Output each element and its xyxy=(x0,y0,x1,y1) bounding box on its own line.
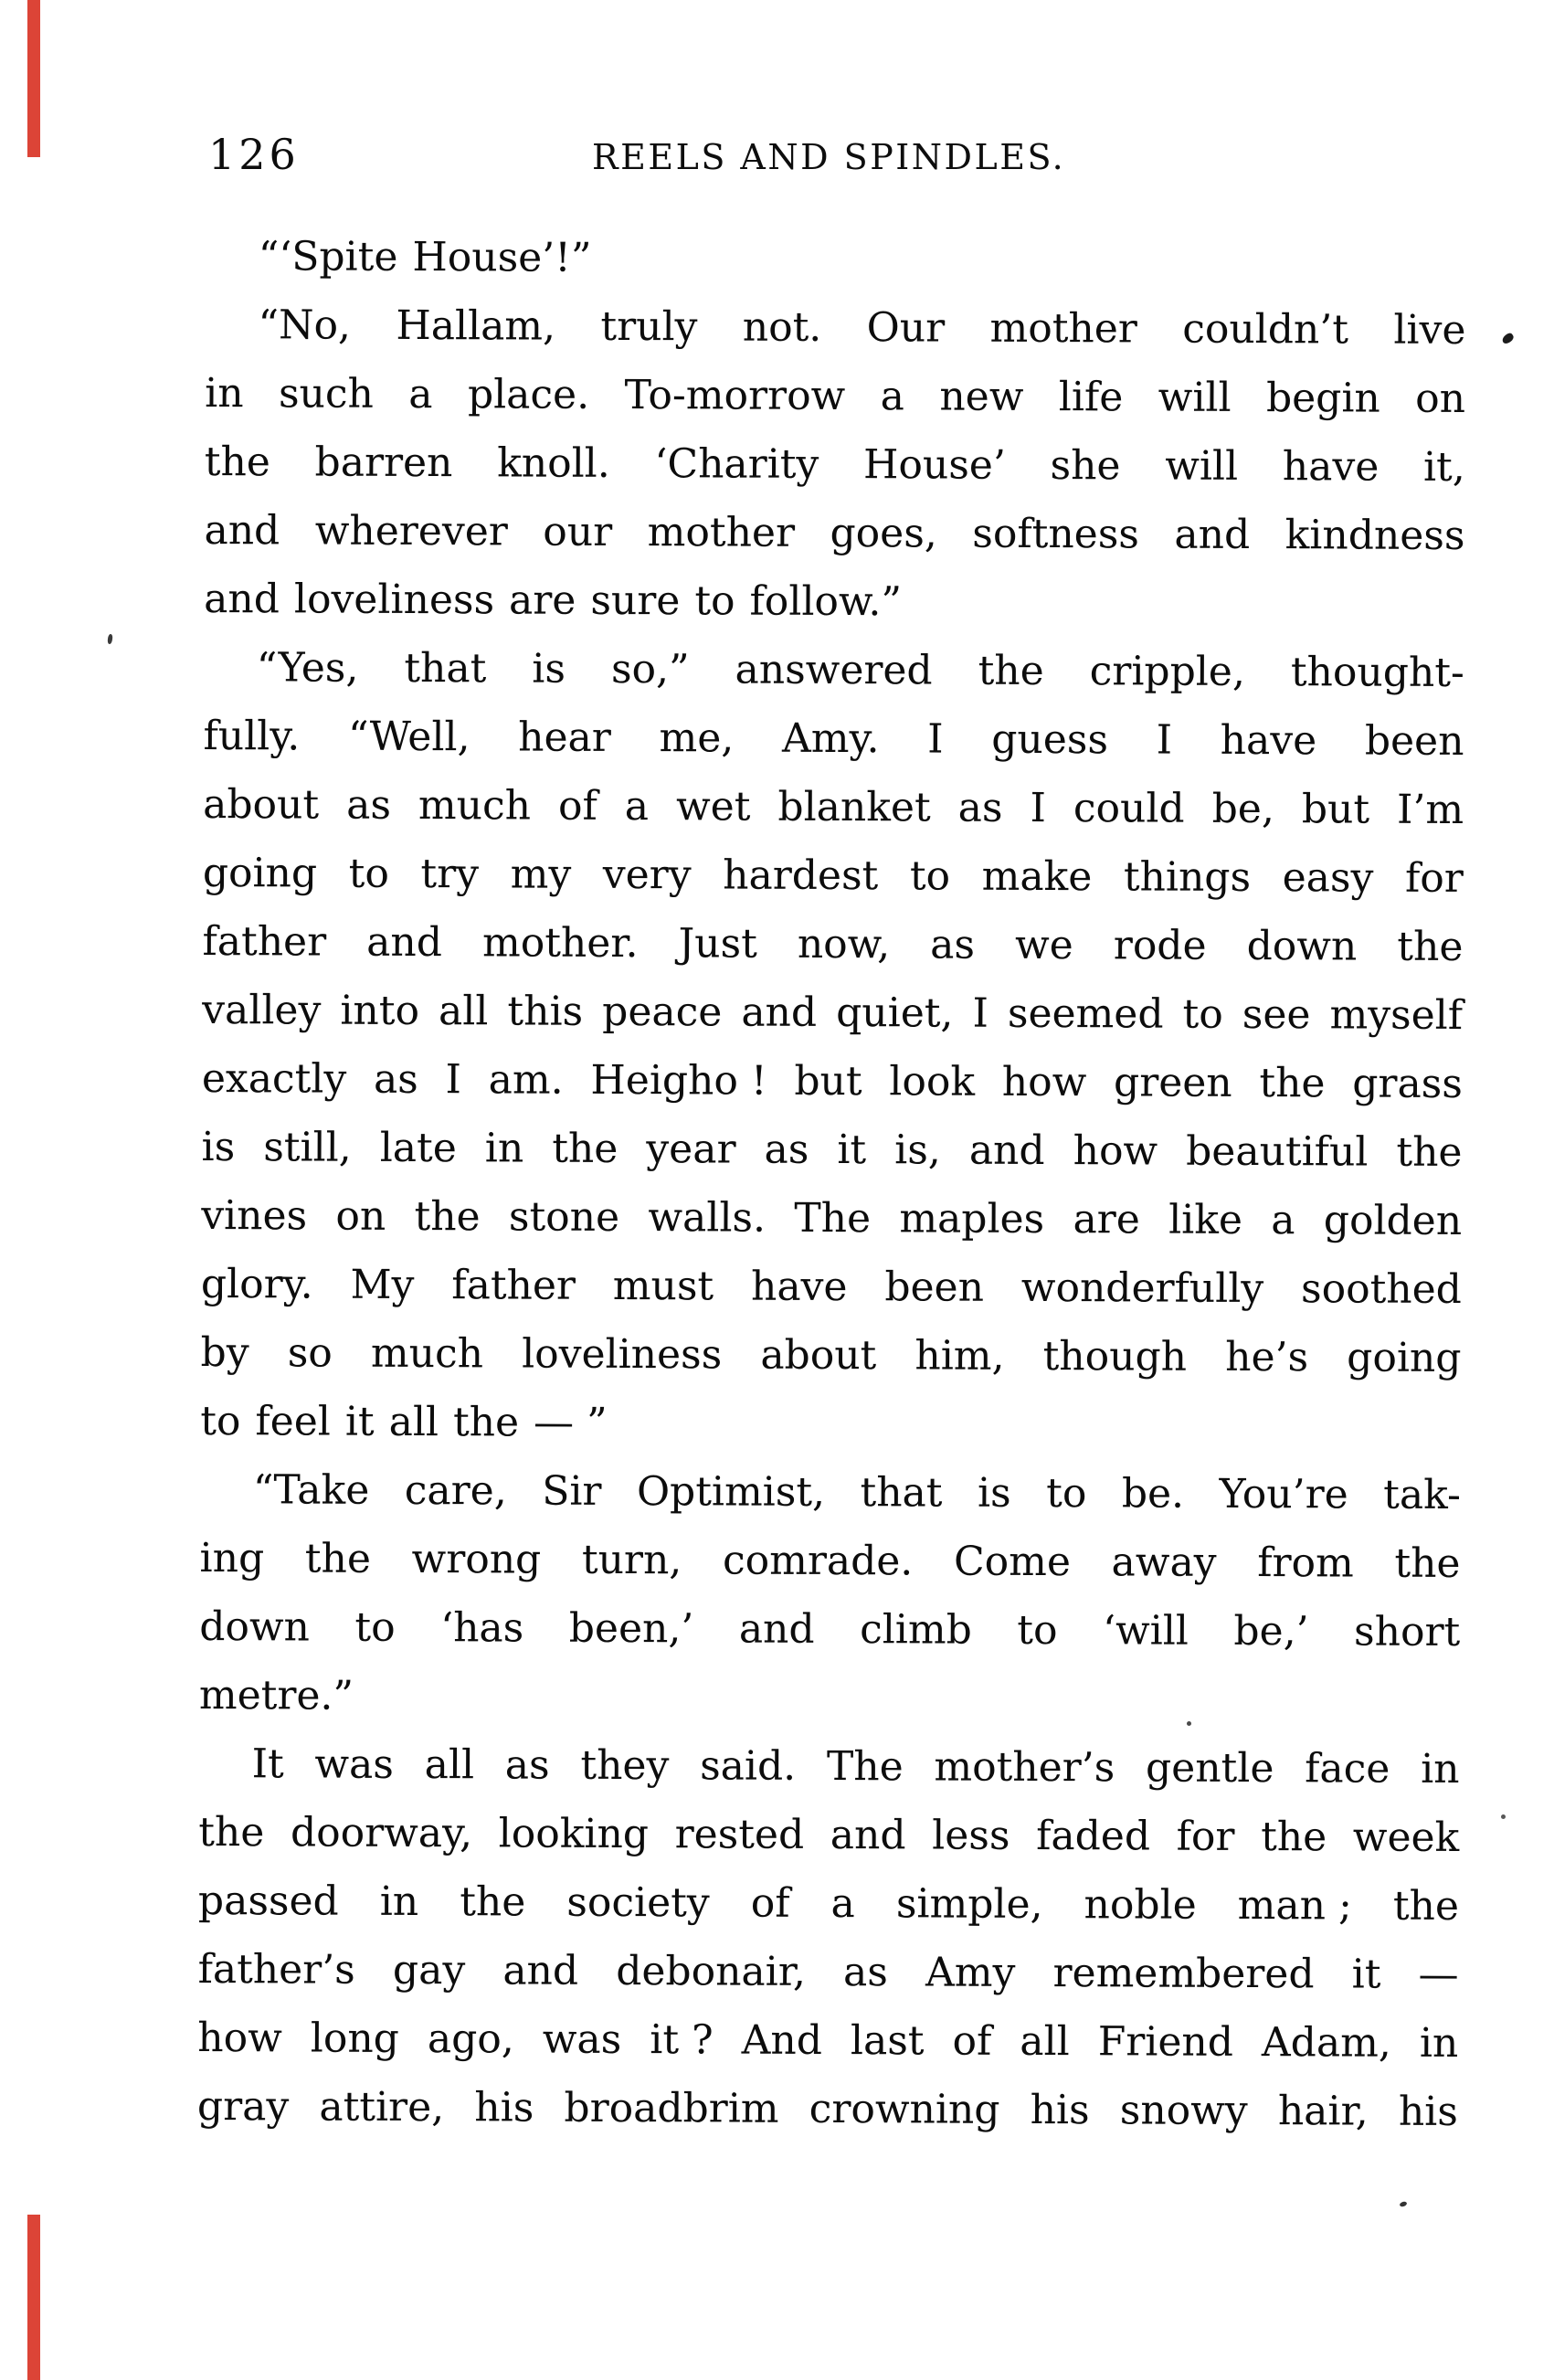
text-line xyxy=(201,1250,1462,1324)
word: was xyxy=(314,1740,395,1788)
text-line xyxy=(199,1592,1460,1666)
word: “Well, xyxy=(347,713,470,761)
word: how xyxy=(1001,1058,1087,1106)
word: in xyxy=(484,1125,524,1172)
word: gay xyxy=(392,1946,466,1994)
word: his xyxy=(474,2084,534,2131)
word: peace xyxy=(602,988,723,1036)
word: is xyxy=(532,645,566,693)
word: broadbrim xyxy=(564,2084,779,2132)
word: in xyxy=(1419,2019,1459,2068)
word: of xyxy=(952,2017,992,2065)
word: last xyxy=(850,2017,925,2065)
word: as xyxy=(373,1055,418,1104)
word: much xyxy=(370,1329,484,1378)
word: My xyxy=(350,1261,415,1309)
word: it, xyxy=(1422,443,1465,492)
word: mother xyxy=(647,509,796,556)
scan-speck-right-margin xyxy=(1501,1814,1506,1819)
word: it ? xyxy=(650,2016,714,2064)
word: are xyxy=(508,576,576,624)
word: To-morrow xyxy=(624,372,846,420)
word: that xyxy=(404,644,487,693)
word: seemed xyxy=(1007,989,1164,1038)
word: I xyxy=(972,989,989,1037)
word: wet xyxy=(675,783,751,830)
word: gentle xyxy=(1145,1744,1274,1793)
word: face xyxy=(1305,1745,1390,1793)
word: been xyxy=(884,1264,985,1311)
word: truly xyxy=(600,302,698,351)
word: I xyxy=(1156,716,1173,764)
word: down xyxy=(199,1603,311,1651)
word: so xyxy=(287,1329,333,1377)
word: to xyxy=(348,850,390,897)
word: knoll. xyxy=(497,439,610,487)
word: it xyxy=(1351,1951,1381,1998)
word: quiet, xyxy=(836,989,954,1037)
word: have xyxy=(1220,716,1317,765)
word: thought- xyxy=(1290,649,1464,697)
word: goes, xyxy=(830,509,937,557)
word: crowning xyxy=(809,2085,1000,2133)
word: so,” xyxy=(610,645,690,693)
word: must xyxy=(612,1262,714,1310)
word: green xyxy=(1113,1059,1232,1106)
word: climb xyxy=(860,1606,972,1654)
word: Heigho ! xyxy=(590,1056,767,1105)
text-line xyxy=(258,291,1465,365)
word: the xyxy=(1392,1882,1460,1930)
word: is xyxy=(201,1123,236,1171)
word: Adam, xyxy=(1261,2019,1391,2067)
text-line xyxy=(199,1661,1460,1735)
word: barren xyxy=(314,439,453,487)
word: will xyxy=(1165,442,1239,490)
word: attire, xyxy=(319,2083,445,2131)
word: glory. xyxy=(200,1260,313,1308)
word: late xyxy=(379,1124,457,1172)
text-line xyxy=(253,1455,1461,1529)
word: a xyxy=(880,373,905,420)
text-line xyxy=(203,702,1464,776)
word: looking xyxy=(498,1810,650,1858)
word: mother xyxy=(989,304,1138,353)
word: simple, xyxy=(895,1880,1043,1929)
word: is, xyxy=(894,1127,941,1174)
word: year xyxy=(646,1126,736,1173)
word: away xyxy=(1111,1539,1217,1586)
word: and xyxy=(738,1605,815,1653)
page-number: 126 xyxy=(208,130,300,179)
word: “No, xyxy=(258,301,352,349)
word: be,’ xyxy=(1233,1607,1309,1655)
word: me, xyxy=(659,714,735,762)
word: less xyxy=(932,1812,1010,1859)
word: been xyxy=(1364,717,1464,766)
scan-speck-left-margin xyxy=(107,634,112,645)
word: snowy xyxy=(1119,2087,1248,2134)
text-line xyxy=(200,1387,1461,1461)
text-line xyxy=(197,2004,1458,2078)
word: as xyxy=(957,784,1003,831)
word: life xyxy=(1058,374,1124,421)
word: in xyxy=(379,1878,419,1926)
word: father xyxy=(451,1262,576,1309)
word: short xyxy=(1354,1608,1461,1656)
word: and xyxy=(1174,511,1251,558)
word: the xyxy=(1394,1539,1461,1588)
word: very xyxy=(602,851,692,899)
word: of xyxy=(557,782,597,830)
word: couldn’t xyxy=(1182,305,1349,354)
word: are xyxy=(1073,1196,1140,1243)
word: for xyxy=(1176,1813,1235,1860)
word: to xyxy=(1046,1470,1087,1518)
word: long xyxy=(310,2015,400,2062)
word: and xyxy=(741,989,818,1036)
word: a xyxy=(1271,1197,1295,1244)
text-line xyxy=(198,1867,1459,1941)
text-line xyxy=(199,1524,1460,1598)
word: hardest xyxy=(723,852,879,900)
word: to xyxy=(200,1397,241,1445)
word: all xyxy=(388,1398,439,1446)
word: live xyxy=(1393,306,1466,354)
text-line xyxy=(198,1798,1459,1872)
word: my xyxy=(510,851,572,898)
word: be, xyxy=(1211,785,1274,833)
word: such xyxy=(278,370,375,418)
word: “Take xyxy=(252,1466,370,1514)
text-line xyxy=(251,1729,1459,1804)
scan-artifact-red-strip-bottom xyxy=(27,2215,40,2380)
word: still, xyxy=(263,1124,352,1171)
word: society xyxy=(566,1878,710,1927)
word: the xyxy=(552,1125,618,1172)
word: the xyxy=(460,1878,526,1926)
word: comrade. xyxy=(722,1537,914,1585)
word: Amy xyxy=(925,1949,1016,1996)
word: vines xyxy=(201,1191,308,1240)
word: the xyxy=(304,1535,372,1582)
word: noble xyxy=(1084,1881,1197,1929)
word: man ; xyxy=(1237,1881,1352,1930)
word: I’m xyxy=(1396,786,1464,834)
word: guess xyxy=(991,715,1109,764)
word: will xyxy=(1158,374,1232,421)
word: be. xyxy=(1121,1470,1185,1518)
text-line xyxy=(204,565,1464,639)
word: ago, xyxy=(427,2015,514,2063)
word: the xyxy=(978,647,1044,695)
word: and xyxy=(968,1127,1045,1175)
word: about xyxy=(760,1331,877,1380)
word: Amy. xyxy=(781,714,880,763)
word: kindness xyxy=(1284,512,1465,560)
word: new xyxy=(939,373,1024,420)
word: care, xyxy=(404,1466,507,1515)
word: was xyxy=(542,2015,622,2064)
word: as xyxy=(346,781,392,829)
word: — ” xyxy=(533,1399,608,1446)
word: this xyxy=(507,988,584,1035)
word: passed xyxy=(197,1877,339,1925)
text-line xyxy=(202,1044,1463,1118)
word: much xyxy=(418,782,532,830)
word: now, xyxy=(797,920,891,968)
word: Sir xyxy=(542,1467,602,1515)
word: myself xyxy=(1329,991,1464,1040)
word: “‘Spite xyxy=(258,233,398,280)
word: Optimist, xyxy=(636,1468,826,1516)
word: fully. xyxy=(203,712,301,760)
word: it xyxy=(837,1127,867,1174)
word: week xyxy=(1352,1814,1460,1862)
word: about xyxy=(203,780,320,829)
word: follow.” xyxy=(749,577,903,626)
word: they xyxy=(580,1741,670,1790)
word: rested xyxy=(674,1811,805,1858)
word: ing xyxy=(199,1534,265,1582)
word: House’ xyxy=(862,441,1006,489)
word: And xyxy=(741,2016,823,2064)
word: rode xyxy=(1113,922,1207,969)
word: in xyxy=(205,369,244,418)
word: but xyxy=(794,1057,862,1105)
word: have xyxy=(750,1263,848,1311)
word: wonderfully xyxy=(1020,1264,1264,1313)
word: him, xyxy=(914,1332,1005,1380)
text-line xyxy=(205,428,1465,502)
word: going xyxy=(202,849,318,897)
word: the xyxy=(1397,923,1464,971)
word: House’!” xyxy=(412,233,592,281)
word: as xyxy=(930,921,976,968)
word: as xyxy=(843,1949,889,1996)
text-block xyxy=(197,222,1466,2146)
text-line xyxy=(197,2072,1458,2146)
word: faded xyxy=(1036,1812,1151,1860)
word: gray xyxy=(196,2082,290,2131)
word: into xyxy=(340,987,420,1035)
word: going xyxy=(1347,1334,1462,1382)
text-line xyxy=(201,1181,1462,1255)
word: his xyxy=(1030,2086,1090,2134)
word: wrong xyxy=(411,1535,542,1583)
word: hair, xyxy=(1277,2088,1369,2135)
text-line xyxy=(202,976,1463,1050)
word: hear xyxy=(518,714,611,761)
word: look xyxy=(889,1058,976,1105)
word: to xyxy=(1017,1606,1058,1655)
text-line xyxy=(205,359,1465,433)
scan-artifact-red-strip-top xyxy=(27,0,40,157)
word: maples xyxy=(899,1195,1045,1243)
word: — xyxy=(1418,1951,1459,1999)
word: to xyxy=(909,852,951,900)
word: by xyxy=(200,1328,249,1377)
word: all xyxy=(424,1741,475,1789)
word: could xyxy=(1073,785,1185,832)
word: on xyxy=(1415,375,1466,423)
word: am. xyxy=(488,1056,564,1104)
word: the xyxy=(452,1399,520,1446)
word: she xyxy=(1050,442,1121,490)
word: tak- xyxy=(1383,1471,1462,1519)
word: doorway, xyxy=(290,1809,473,1857)
word: walls. xyxy=(648,1194,766,1242)
word: You’re xyxy=(1219,1470,1348,1518)
word: remembered xyxy=(1052,1950,1315,1998)
word: Friend xyxy=(1097,2018,1234,2066)
word: and xyxy=(502,1947,579,1994)
text-line xyxy=(197,1935,1458,2009)
word: a xyxy=(830,1880,855,1928)
word: a xyxy=(408,370,433,418)
word: the xyxy=(1261,1814,1327,1861)
word: though xyxy=(1042,1333,1188,1380)
word: how xyxy=(1073,1127,1158,1175)
word: is xyxy=(977,1469,1011,1517)
word: the xyxy=(204,438,271,486)
word: ‘will xyxy=(1102,1607,1189,1655)
scan-speck-bottom-right xyxy=(1399,2201,1407,2207)
word: answered xyxy=(735,646,933,694)
word: of xyxy=(750,1879,790,1927)
word: wherever xyxy=(314,507,508,555)
word: ‘has xyxy=(440,1604,524,1652)
text-line xyxy=(257,633,1464,707)
word: the xyxy=(1396,1128,1463,1177)
word: have xyxy=(1282,443,1380,491)
word: father xyxy=(202,917,327,966)
word: stone xyxy=(508,1193,620,1241)
word: a xyxy=(624,783,650,830)
word: for xyxy=(1404,854,1464,903)
word: our xyxy=(543,508,613,555)
word: softness xyxy=(972,510,1140,558)
word: The xyxy=(826,1742,904,1791)
text-line xyxy=(201,1113,1462,1187)
word: Just xyxy=(678,920,757,968)
word: turn, xyxy=(581,1536,682,1584)
word: as xyxy=(764,1126,809,1173)
word: Hallam, xyxy=(396,301,556,350)
word: cripple, xyxy=(1089,648,1246,695)
word: loveliness xyxy=(522,1330,723,1379)
word: but xyxy=(1301,786,1370,833)
word: all xyxy=(438,988,489,1035)
word: exactly xyxy=(201,1054,347,1103)
word: he’s xyxy=(1225,1333,1309,1381)
word: in xyxy=(1421,1745,1460,1793)
word: been,’ xyxy=(568,1604,694,1653)
word: said. xyxy=(700,1742,797,1790)
word: loveliness xyxy=(293,576,495,624)
word: and xyxy=(204,506,280,555)
word: ‘Charity xyxy=(654,440,819,488)
word: mother’s xyxy=(934,1743,1115,1792)
word: try xyxy=(420,851,480,898)
word: “Yes, xyxy=(256,644,359,692)
word: all xyxy=(1020,2017,1070,2066)
word: how xyxy=(197,2014,282,2062)
word: to xyxy=(354,1603,396,1651)
word: father’s xyxy=(197,1945,355,1994)
word: to xyxy=(1182,990,1223,1038)
word: It xyxy=(251,1740,284,1788)
word: down xyxy=(1246,922,1358,970)
word: mother. xyxy=(481,919,639,968)
word: as xyxy=(504,1741,550,1789)
word: not. xyxy=(742,303,822,351)
word: place. xyxy=(467,371,590,418)
word: debonair, xyxy=(616,1947,807,1995)
word: Our xyxy=(866,304,946,352)
word: and xyxy=(830,1812,906,1859)
word: beautiful xyxy=(1186,1127,1369,1176)
text-line xyxy=(259,222,1466,296)
word: Come xyxy=(953,1538,1072,1586)
text-line xyxy=(202,907,1463,981)
running-header: REELS AND SPINDLES. xyxy=(592,137,1066,177)
word: I xyxy=(927,715,944,763)
word: golden xyxy=(1323,1197,1463,1245)
word: to xyxy=(694,577,735,625)
word: see xyxy=(1242,990,1311,1039)
word: valley xyxy=(202,986,322,1034)
text-line xyxy=(203,839,1464,913)
word: make xyxy=(981,852,1093,901)
scan-speck-after-live xyxy=(1501,332,1516,345)
word: I xyxy=(1030,784,1047,832)
word: on xyxy=(335,1192,386,1240)
word: things xyxy=(1123,853,1252,901)
word: blanket xyxy=(777,783,931,831)
word: that xyxy=(860,1469,943,1517)
word: feel xyxy=(255,1398,331,1445)
text-line xyxy=(204,496,1464,570)
word: begin xyxy=(1265,375,1380,422)
word: the xyxy=(198,1808,265,1856)
text-line xyxy=(203,770,1464,844)
scan-speck-above-face xyxy=(1187,1721,1191,1726)
word: and xyxy=(204,575,280,623)
word: easy xyxy=(1282,854,1374,902)
word: the xyxy=(1259,1060,1326,1107)
word: it xyxy=(344,1398,375,1445)
word: metre.” xyxy=(198,1671,354,1719)
word: sure xyxy=(590,576,681,625)
word: from xyxy=(1257,1539,1354,1587)
word: I xyxy=(445,1056,462,1104)
word: his xyxy=(1398,2088,1458,2136)
word: and xyxy=(366,918,443,967)
text-line xyxy=(200,1318,1461,1392)
word: The xyxy=(794,1194,872,1243)
word: we xyxy=(1014,921,1073,969)
word: the xyxy=(414,1193,481,1241)
word: like xyxy=(1168,1196,1243,1243)
word: soothed xyxy=(1300,1265,1462,1314)
word: grass xyxy=(1352,1060,1464,1108)
